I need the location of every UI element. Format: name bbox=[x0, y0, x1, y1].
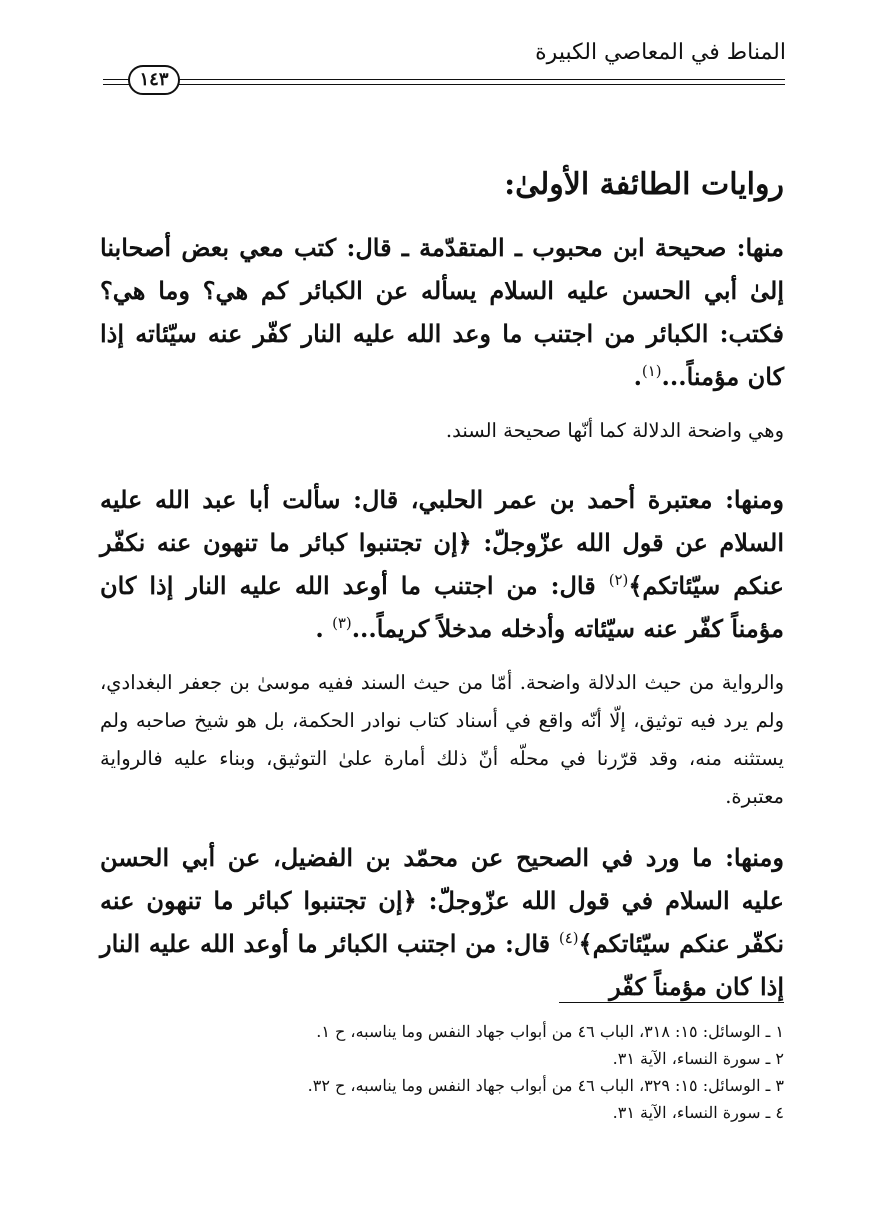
main-text bbox=[100, 162, 784, 1022]
paragraph-5 bbox=[100, 836, 784, 1008]
section-heading: روايات الطائفة الأولىٰ: bbox=[504, 167, 784, 202]
paragraph-2: وهي واضحة الدلالة كما أنّها صحيحة السند. bbox=[445, 419, 784, 442]
paragraph-3-text-a: ومنها: معتبرة أحمد بن عمر الحلبي، قال: سألت أبا عبد الله عليه السلام عن قول الله عزّوجلّ: ﴿إن تجتنبوا كبائر ما تنهون عنه نكفّر عنكم سيّئاتكم﴾ bbox=[100, 485, 784, 600]
footnote-ref-3: (٣) bbox=[332, 614, 352, 632]
paragraph-3-end: . bbox=[315, 614, 333, 643]
footnote-ref-2: (٢) bbox=[608, 571, 629, 589]
running-header-title: المناط في المعاصي الكبيرة bbox=[535, 40, 786, 65]
paragraph-1-end: . bbox=[633, 362, 642, 391]
footnote-separator bbox=[559, 1002, 784, 1003]
footnote-4: ٤ ـ سورة النساء، الآية ٣١. bbox=[612, 1103, 784, 1122]
paragraph-3-text-b: قال: من اجتنب ما أوعد الله عليه النار إذا كان مؤمناً كفّر عنه سيّئاته وأدخله مدخلاً كريماً... bbox=[100, 571, 784, 643]
header-rule-second bbox=[103, 84, 785, 85]
paragraph-5-text-a: ومنها: ما ورد في الصحيح عن محمّد بن الفضيل، عن أبي الحسن عليه السلام في قول الله عزّوجلّ: ﴿إن تجتنبوا كبائر ما تنهون عنه نكفّر عنكم سيّئاتكم﴾ bbox=[100, 843, 784, 958]
paragraph-4: والرواية من حيث الدلالة واضحة. أمّا من حيث السند ففيه موسىٰ بن جعفر البغدادي، ولم يرد فيه توثيق، إلّا أنّه واقع في أسناد كتاب نوادر الحكمة، بل هو شيخ صاحبه ولم يستثنه منه، وقد قرّرنا في محلّه أنّ ذلك أمارة علىٰ التوثيق، وبناء عليه فالرواية معتبرة. bbox=[100, 671, 784, 808]
paragraph-1 bbox=[100, 226, 784, 398]
footnote-ref-1: (١) bbox=[641, 362, 662, 380]
footnote-2: ٢ ـ سورة النساء، الآية ٣١. bbox=[612, 1049, 784, 1068]
page-number: ١٤٣ bbox=[128, 65, 180, 95]
paragraph-1-text: منها: صحيحة ابن محبوب ـ المتقدّمة ـ قال: كتب معي بعض أصحابنا إلىٰ أبي الحسن عليه السلام يسأله عن الكبائر كم هي؟ وما هي؟ فكتب: الكبائر من اجتنب ما وعد الله عليه النار كفّر عنه سيّئاته إذا كان مؤمناً... bbox=[100, 233, 784, 391]
paragraph-3 bbox=[100, 478, 784, 650]
footnote-ref-4: (٤) bbox=[558, 929, 579, 947]
footnotes bbox=[120, 1018, 784, 1126]
footnote-1: ١ ـ الوسائل: ١٥: ٣١٨، الباب ٤٦ من أبواب جهاد النفس وما يناسبه، ح ١. bbox=[316, 1022, 784, 1041]
paragraph-5-text-b: قال: من اجتنب الكبائر ما أوعد الله عليه النار إذا كان مؤمناً كفّر bbox=[100, 929, 784, 1001]
footnote-3: ٣ ـ الوسائل: ١٥: ٣٢٩، الباب ٤٦ من أبواب جهاد النفس وما يناسبه، ح ٣٢. bbox=[307, 1076, 784, 1095]
header-rule bbox=[103, 79, 785, 80]
